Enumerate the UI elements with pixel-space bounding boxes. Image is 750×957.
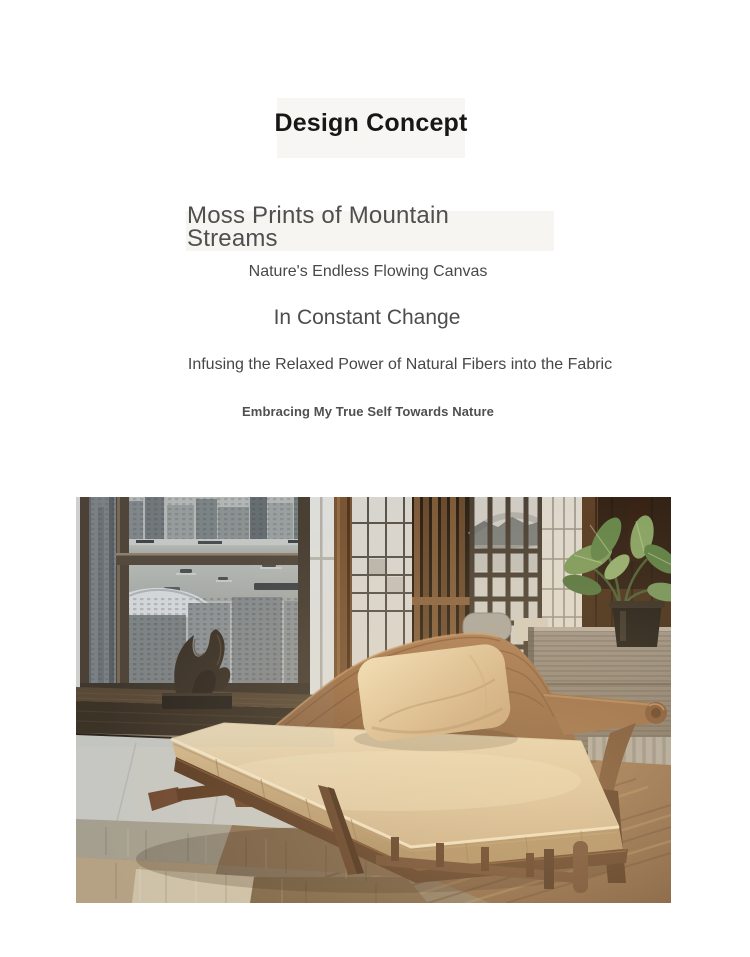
cool-wash [76, 497, 334, 747]
description-line: Infusing the Relaxed Power of Natural Fibers into the Fabric [187, 356, 613, 373]
page-title: Design Concept [274, 109, 468, 137]
motto-line: Embracing My True Self Towards Nature [242, 404, 494, 419]
tagline: In Constant Change [273, 306, 461, 329]
subheadline: Nature's Endless Flowing Canvas [248, 263, 488, 280]
hero-image-svg [76, 497, 671, 903]
headline: Moss Prints of Mountain Streams [187, 202, 450, 252]
hero-image [76, 497, 671, 903]
